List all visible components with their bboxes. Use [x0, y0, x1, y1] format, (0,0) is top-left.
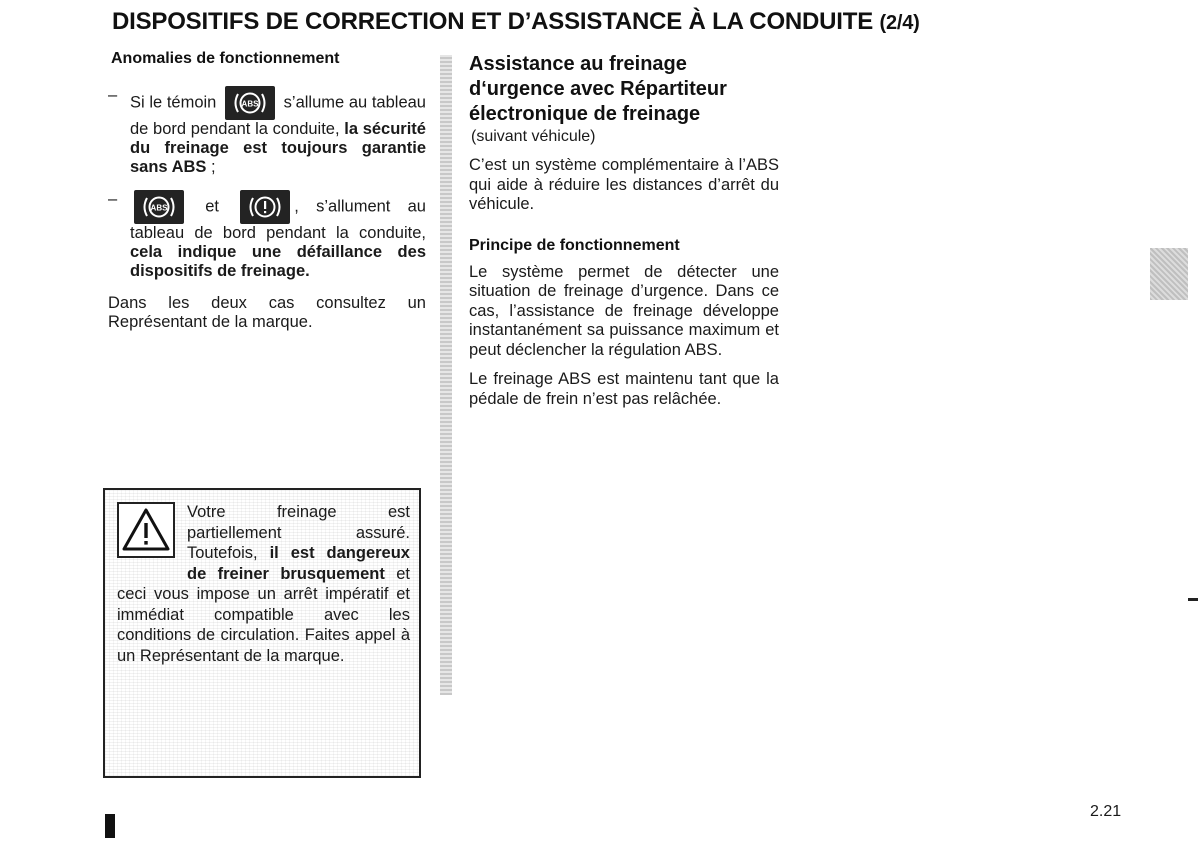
column-divider — [440, 55, 452, 695]
edge-mark — [1188, 598, 1198, 601]
abs-warning-icon — [134, 190, 184, 224]
abs-warning-icon — [225, 86, 275, 120]
item2-and: et — [205, 197, 220, 216]
item2-post: , s’allument au tableau de bord pendant la conduite, — [130, 197, 426, 242]
title-part: (2/4) — [879, 12, 920, 34]
left-column — [108, 50, 426, 332]
vehicle-note: (suivant véhicule) — [471, 128, 596, 145]
item1-bold: la sécurité du freinage est toujours garantie sans ABS — [130, 120, 426, 176]
warning-text-1: Votre freinage est partiellement assuré. Toutefois, — [187, 503, 410, 562]
page-title — [112, 8, 992, 36]
closing-paragraph: Dans les deux cas consultez un Représentant de la marque. — [108, 294, 426, 331]
page-number: 2.21 — [1090, 803, 1122, 820]
bottom-mark — [105, 814, 115, 838]
item1-end: ; — [206, 158, 216, 176]
list-item-abs-brake — [108, 190, 426, 281]
section-heading-assistance: Assistance au freinage d‘urgence avec Répartiteur électronique de freinage — [469, 53, 727, 125]
chapter-tab — [1150, 248, 1188, 300]
list-item-abs — [108, 86, 426, 177]
warning-box — [103, 488, 421, 778]
principle-paragraph-1: Le système permet de détecter une situation de freinage d’urgence. Dans ce cas, l’assistance de freinage développe instantanément sa puissance maximum et peut déclencher la régulation ABS. — [469, 262, 779, 359]
item1-post: s’allume au tableau de bord pendant la conduite, — [130, 93, 426, 138]
warning-text — [117, 502, 410, 666]
intro-paragraph: C’est un système complémentaire à l’ABS qui aide à réduire les distances d’arrêt du véhicule. — [469, 156, 779, 213]
list-dash: – — [108, 190, 118, 208]
svg-text:ABS: ABS — [241, 99, 259, 109]
list-dash: – — [108, 86, 118, 104]
principle-heading: Principe de fonctionnement — [469, 236, 680, 254]
section-heading-anomalies: Anomalies de fonctionnement — [111, 50, 340, 67]
title-main: DISPOSITIFS DE CORRECTION ET D’ASSISTANCE À LA CONDUITE — [112, 8, 874, 35]
warning-text-2: et ceci vous impose un arrêt impératif et immédiat compatible avec les conditions de circulation. Faites appel à un Représentant de la marque. — [117, 564, 410, 665]
principle-paragraph-2: Le freinage ABS est maintenu tant que la pédale de frein n’est pas relâchée. — [469, 370, 779, 408]
item1-pre: Si le témoin — [130, 93, 217, 112]
svg-text:ABS: ABS — [150, 203, 168, 213]
right-column — [469, 52, 779, 419]
brake-warning-icon — [240, 190, 290, 224]
item2-bold: cela indique une défaillance des dispositifs de freinage. — [130, 243, 426, 280]
warning-bold: il est dangereux de freiner brusquement — [187, 544, 410, 583]
